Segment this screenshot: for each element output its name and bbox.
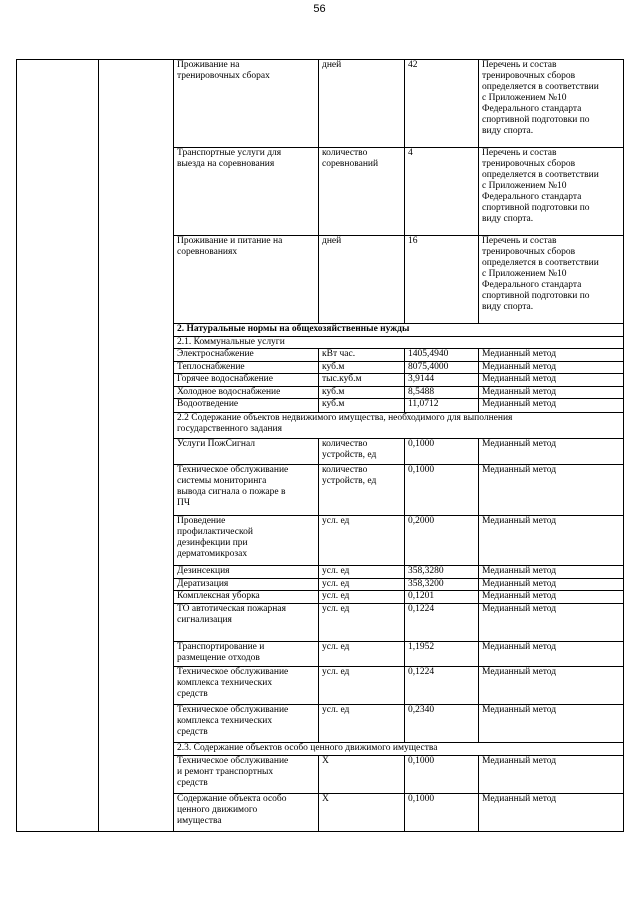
unit-cell: усл. ед (319, 516, 405, 566)
unit-cell: усл. ед (319, 667, 405, 705)
norms-table (16, 59, 624, 832)
method-cell: Медианный метод (479, 705, 624, 743)
unit-cell: тыс.куб.м (319, 374, 405, 387)
section-heading: 2.3. Содержание объектов особо ценного движимого имущества (174, 743, 624, 756)
unit-cell: усл. ед (319, 591, 405, 604)
value-cell: 0,1000 (405, 756, 479, 794)
value-cell: 358,3200 (405, 579, 479, 591)
method-cell: Медианный метод (479, 349, 624, 362)
item-name-cell: Холодное водоснабжение (174, 387, 319, 399)
value-cell: 8075,4000 (405, 362, 479, 374)
item-name-cell: Горячее водоснабжение (174, 374, 319, 387)
method-cell: Медианный метод (479, 794, 624, 832)
item-name-cell: Проживание и питание на соревнованиях (174, 236, 319, 324)
value-cell: 1405,4940 (405, 349, 479, 362)
unit-cell: количество устройств, ед (319, 439, 405, 465)
item-name-cell: Дезинсекция (174, 566, 319, 579)
item-name-cell: Теплоснабжение (174, 362, 319, 374)
unit-cell: усл. ед (319, 579, 405, 591)
method-cell: Медианный метод (479, 642, 624, 667)
unit-cell: X (319, 794, 405, 832)
method-cell: Медианный метод (479, 604, 624, 642)
method-cell: Медианный метод (479, 566, 624, 579)
unit-cell: дней (319, 60, 405, 148)
unit-cell: количество устройств, ед (319, 465, 405, 516)
method-cell: Медианный метод (479, 387, 624, 399)
section-heading: 2.1. Коммунальные услуги (174, 337, 624, 349)
method-cell: Медианный метод (479, 399, 624, 413)
value-cell: 0,1201 (405, 591, 479, 604)
value-cell: 42 (405, 60, 479, 148)
value-cell: 0,2340 (405, 705, 479, 743)
method-cell: Медианный метод (479, 579, 624, 591)
value-cell: 1,1952 (405, 642, 479, 667)
unit-cell: куб.м (319, 387, 405, 399)
item-name-cell: Дератизация (174, 579, 319, 591)
item-name-cell: ТО автотическая пожарная сигнализация (174, 604, 319, 642)
empty-cell (99, 60, 174, 832)
unit-cell: усл. ед (319, 705, 405, 743)
method-cell: Медианный метод (479, 374, 624, 387)
unit-cell: куб.м (319, 399, 405, 413)
method-cell: Медианный метод (479, 362, 624, 374)
item-name-cell: Проведение профилактической дезинфекции при дерматомикрозах (174, 516, 319, 566)
item-name-cell: Содержание объекта особо ценного движимого имущества (174, 794, 319, 832)
item-name-cell: Проживание на тренировочных сборах (174, 60, 319, 148)
method-cell: Медианный метод (479, 465, 624, 516)
value-cell: 0,1224 (405, 604, 479, 642)
unit-cell: усл. ед (319, 642, 405, 667)
page-number: 56 (313, 3, 326, 15)
item-name-cell: Техническое обслуживание комплекса технических средств (174, 705, 319, 743)
value-cell: 4 (405, 148, 479, 236)
empty-cell (17, 60, 99, 832)
value-cell: 8,5488 (405, 387, 479, 399)
unit-cell: усл. ед (319, 566, 405, 579)
method-cell: Перечень и состав тренировочных сборов определяется в соответствии с Приложением №10 Федерального стандарта спортивной подготовки по виду спорта. (479, 60, 624, 148)
section-heading: 2.2 Содержание объектов недвижимого имущества, необходимого для выполнения государственного задания (174, 413, 624, 439)
value-cell: 0,1000 (405, 465, 479, 516)
method-cell: Медианный метод (479, 591, 624, 604)
item-name-cell: Техническое обслуживание системы мониторинга вывода сигнала о пожаре в ПЧ (174, 465, 319, 516)
item-name-cell: Комплексная уборка (174, 591, 319, 604)
value-cell: 0,1000 (405, 439, 479, 465)
method-cell: Медианный метод (479, 439, 624, 465)
value-cell: 0,2000 (405, 516, 479, 566)
unit-cell: количество соревнований (319, 148, 405, 236)
method-cell: Медианный метод (479, 756, 624, 794)
value-cell: 358,3280 (405, 566, 479, 579)
value-cell: 3,9144 (405, 374, 479, 387)
method-cell: Медианный метод (479, 516, 624, 566)
item-name-cell: Транспортные услуги для выезда на соревнования (174, 148, 319, 236)
item-name-cell: Техническое обслуживание и ремонт транспортных средств (174, 756, 319, 794)
method-cell: Перечень и состав тренировочных сборов определяется в соответствии с Приложением №10 Федерального стандарта спортивной подготовки по виду спорта. (479, 148, 624, 236)
table-row (17, 60, 624, 148)
unit-cell: усл. ед (319, 604, 405, 642)
item-name-cell: Электроснабжение (174, 349, 319, 362)
method-cell: Медианный метод (479, 667, 624, 705)
item-name-cell: Техническое обслуживание комплекса технических средств (174, 667, 319, 705)
unit-cell: дней (319, 236, 405, 324)
section-heading: 2. Натуральные нормы на общехозяйственные нужды (174, 324, 624, 337)
unit-cell: кВт час. (319, 349, 405, 362)
item-name-cell: Водоотведение (174, 399, 319, 413)
value-cell: 16 (405, 236, 479, 324)
unit-cell: X (319, 756, 405, 794)
value-cell: 0,1224 (405, 667, 479, 705)
value-cell: 11,0712 (405, 399, 479, 413)
item-name-cell: Услуги ПожСигнал (174, 439, 319, 465)
unit-cell: куб.м (319, 362, 405, 374)
item-name-cell: Транспортирование и размещение отходов (174, 642, 319, 667)
method-cell: Перечень и состав тренировочных сборов определяется в соответствии с Приложением №10 Федерального стандарта спортивной подготовки по виду спорта. (479, 236, 624, 324)
value-cell: 0,1000 (405, 794, 479, 832)
